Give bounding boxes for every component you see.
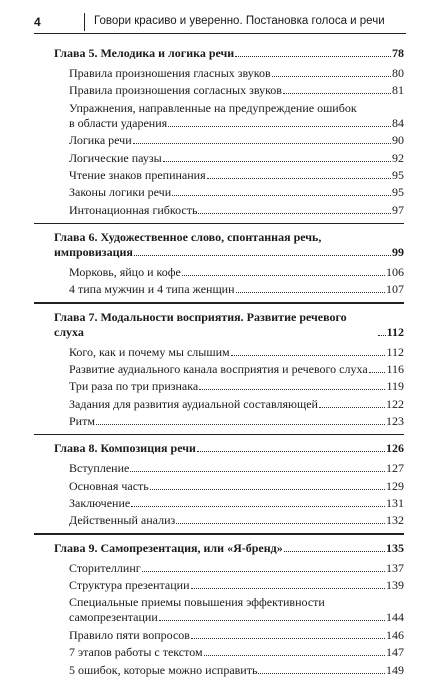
chapter-page: 99	[392, 244, 404, 259]
entry-title: Основная часть	[69, 478, 149, 493]
running-header	[0, 0, 439, 34]
toc-entry[interactable]	[69, 397, 404, 412]
toc-entry[interactable]	[69, 282, 404, 297]
chapter-items	[54, 265, 404, 297]
toc-chapter-8	[54, 441, 404, 528]
entry-title: Заключение	[69, 496, 131, 511]
page-number: 4	[34, 15, 41, 29]
entry-page: 95	[392, 185, 404, 200]
entry-page: 149	[386, 662, 404, 677]
chapter-title-line-1: Глава 6. Художественное слово, спонтанная речь,	[54, 229, 322, 244]
entry-title: Логические паузы	[69, 150, 162, 165]
leader-dots	[191, 638, 385, 639]
entry-page: 139	[386, 578, 404, 592]
entry-title: 7 этапов работы с текстом	[69, 645, 203, 660]
entry-title: Сторителлинг	[69, 560, 141, 575]
toc-entry[interactable]	[69, 168, 404, 183]
leader-dots	[96, 424, 385, 425]
entry-title: Правило пяти вопросов	[69, 627, 190, 642]
entry-title: Законы логики речи	[69, 185, 172, 200]
leader-dots	[131, 506, 385, 507]
chapter-title-line-2: импровизация	[54, 244, 133, 259]
chapter-page: 112	[386, 324, 404, 339]
entry-title: Морковь, яйцо и кофе	[69, 264, 181, 279]
chapter-heading[interactable]	[54, 441, 404, 461]
leader-dots	[159, 620, 385, 621]
leader-dots	[319, 407, 385, 408]
entry-page: 123	[386, 414, 404, 429]
chapter-items	[54, 461, 404, 528]
entry-title: Кого, как и почему мы слышим	[69, 344, 230, 359]
entry-title: Правила произношения гласных звуков	[69, 66, 271, 80]
chapter-page: 78	[392, 46, 404, 60]
chapter-title: Глава 9. Самопрезентация, или «Я-бренд»	[54, 540, 283, 555]
entry-title: 5 ошибок, которые можно исправить	[69, 662, 258, 677]
leader-dots	[207, 178, 391, 179]
entry-page: 90	[392, 133, 404, 148]
chapter-page: 126	[386, 441, 404, 456]
leader-dots	[133, 143, 391, 144]
entry-page: 97	[392, 202, 404, 217]
leader-dots	[283, 93, 391, 94]
entry-title-line-1: Специальные приемы повышения эффективности	[69, 595, 325, 610]
entry-page: 144	[386, 610, 404, 625]
chapter-items	[54, 66, 404, 218]
table-of-contents	[54, 46, 404, 680]
entry-page: 84	[392, 115, 404, 130]
toc-entry[interactable]	[69, 203, 404, 218]
toc-entry[interactable]	[69, 461, 404, 476]
chapter-page: 135	[386, 540, 404, 555]
toc-chapter-6	[54, 230, 404, 297]
toc-entry[interactable]	[69, 362, 404, 377]
running-title: Говори красиво и уверенно. Постановка голоса и речи	[94, 15, 385, 27]
leader-dots	[176, 523, 385, 524]
entry-page: 147	[386, 645, 404, 660]
leader-dots	[198, 213, 391, 214]
leader-dots	[134, 255, 391, 256]
leader-dots	[182, 275, 385, 276]
chapter-items	[54, 561, 404, 678]
leader-dots	[142, 571, 385, 572]
leader-dots	[168, 126, 391, 127]
toc-entry[interactable]	[69, 513, 404, 528]
entry-page: 129	[386, 478, 404, 493]
toc-entry[interactable]	[69, 663, 404, 678]
toc-entry[interactable]	[69, 265, 404, 280]
entry-page: 106	[386, 264, 404, 279]
chapter-heading[interactable]	[54, 541, 404, 561]
chapter-title: Глава 7. Модальности восприятия. Развитие речевого слуха	[54, 309, 347, 339]
leader-dots	[191, 588, 385, 589]
entry-page: 81	[392, 83, 404, 98]
entry-title-line-1: Упражнения, направленные на предупреждение ошибок	[69, 100, 357, 115]
entry-page: 131	[386, 496, 404, 511]
chapter-divider	[34, 302, 404, 303]
entry-title-line-2: в области ударения	[69, 115, 168, 130]
chapter-divider	[34, 533, 404, 534]
leader-dots	[199, 389, 385, 390]
toc-entry[interactable]	[69, 595, 404, 625]
leader-dots	[378, 335, 386, 336]
chapter-heading[interactable]	[54, 310, 404, 345]
leader-dots	[231, 355, 386, 356]
leader-dots	[197, 451, 385, 452]
leader-dots	[172, 195, 391, 196]
toc-entry[interactable]	[69, 561, 404, 576]
toc-entry[interactable]	[69, 645, 404, 660]
entry-page: 112	[386, 344, 404, 359]
toc-entry[interactable]	[69, 578, 404, 593]
leader-dots	[272, 76, 391, 77]
chapter-divider	[34, 434, 404, 435]
entry-title: Правила произношения согласных звуков	[69, 83, 282, 98]
chapter-divider	[34, 223, 404, 224]
toc-entry[interactable]	[69, 185, 404, 200]
chapter-items	[54, 345, 404, 430]
toc-chapter-7	[54, 310, 404, 430]
entry-title: Развитие аудиального канала восприятия и речевого слуха	[69, 361, 368, 376]
leader-dots	[369, 372, 386, 373]
entry-title: Три раза по три признака	[69, 379, 199, 394]
chapter-heading[interactable]	[54, 46, 404, 66]
entry-page: 119	[386, 379, 404, 394]
entry-title: Задания для развития аудиальной составляющей	[69, 396, 318, 411]
leader-dots	[258, 673, 385, 674]
chapter-heading[interactable]	[54, 230, 404, 265]
entry-page: 127	[386, 461, 404, 476]
toc-chapter-9	[54, 541, 404, 678]
chapter-title: Глава 5. Мелодика и логика речи	[54, 46, 235, 60]
entry-page: 116	[386, 361, 404, 376]
toc-entry[interactable]	[69, 479, 404, 494]
toc-entry[interactable]	[69, 151, 404, 166]
toc-entry[interactable]	[69, 345, 404, 360]
leader-dots	[235, 56, 391, 57]
toc-chapter-5	[54, 46, 404, 218]
entry-page: 122	[386, 396, 404, 411]
toc-entry[interactable]	[69, 83, 404, 98]
leader-dots	[150, 489, 385, 490]
entry-title: Логика речи	[69, 133, 132, 148]
entry-title: Вступление	[69, 461, 130, 476]
toc-entry[interactable]	[69, 101, 404, 131]
entry-title: Ритм	[69, 414, 95, 429]
entry-page: 80	[392, 66, 404, 80]
header-separator	[84, 13, 85, 31]
leader-dots	[163, 161, 391, 162]
leader-dots	[204, 655, 385, 656]
toc-entry[interactable]	[69, 379, 404, 394]
entry-title: Чтение знаков препинания	[69, 167, 206, 182]
entry-title: Структура презентации	[69, 578, 190, 592]
toc-entry[interactable]	[69, 66, 404, 81]
leader-dots	[236, 292, 385, 293]
entry-page: 107	[386, 282, 404, 297]
entry-page: 132	[386, 513, 404, 528]
leader-dots	[284, 551, 385, 552]
entry-title-line-2: самопрезентации	[69, 610, 158, 625]
entry-page: 137	[386, 560, 404, 575]
toc-entry[interactable]	[69, 133, 404, 148]
header-rule	[34, 33, 406, 34]
entry-title: Действенный анализ	[69, 513, 176, 528]
entry-title: Интонационная гибкость	[69, 202, 198, 217]
toc-entry[interactable]	[69, 496, 404, 511]
entry-title: 4 типа мужчин и 4 типа женщин	[69, 282, 235, 297]
entry-page: 146	[386, 627, 404, 642]
chapter-title: Глава 8. Композиция речи	[54, 441, 196, 456]
entry-page: 95	[392, 167, 404, 182]
toc-entry[interactable]	[69, 628, 404, 643]
toc-entry[interactable]	[69, 414, 404, 429]
leader-dots	[130, 471, 385, 472]
entry-page: 92	[392, 150, 404, 165]
